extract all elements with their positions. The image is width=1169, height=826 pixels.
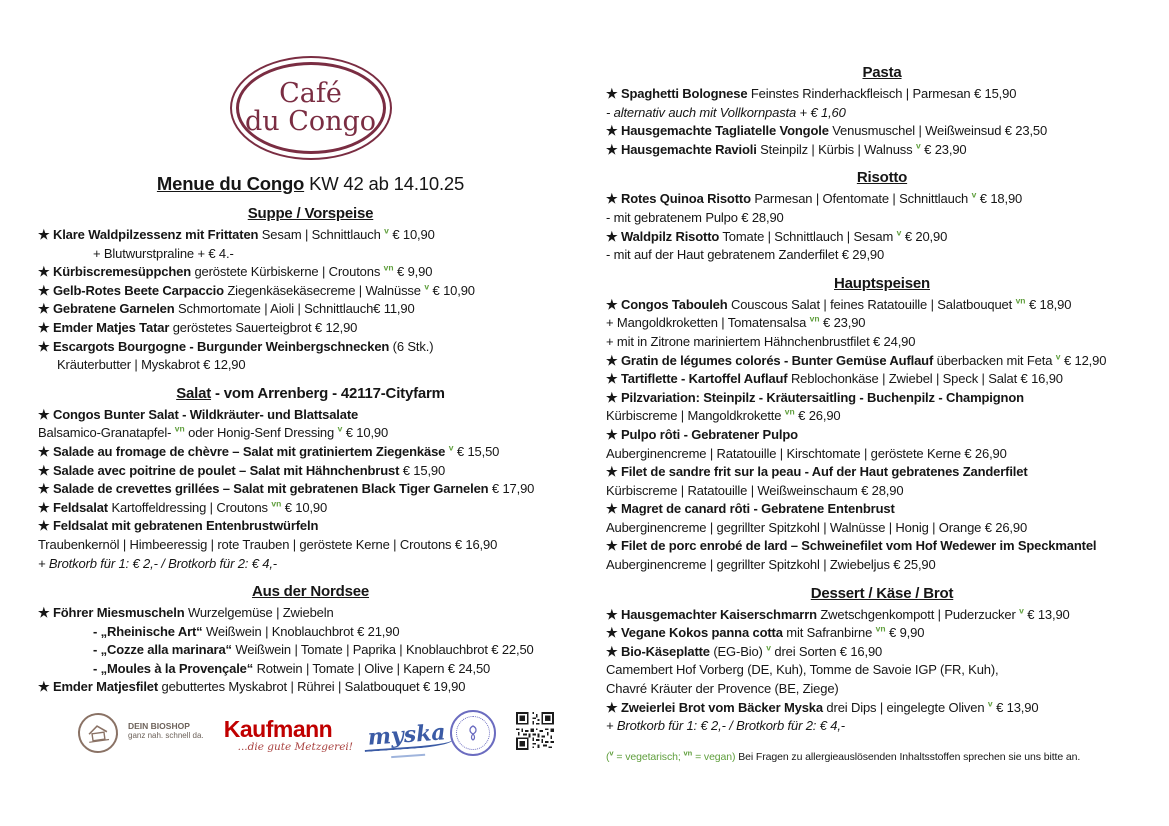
section-hauptspeisen xyxy=(606,274,1158,575)
text-segment: ★ Salade de crevettes grillées – Salat mit gebratenen Black Tiger Garnelen xyxy=(38,481,489,497)
myska-wordmark: myska xyxy=(366,719,447,751)
text-segment: Auberginencreme | Ratatouille | Kirschtomate | geröstete Kerne € 26,90 xyxy=(606,445,1007,461)
text-segment: Traubenkernöl | Himbeeressig | rote Trauben | geröstete Kerne | Croutons € 16,90 xyxy=(38,536,498,552)
cafe-du-congo-logo xyxy=(230,56,392,160)
text-segment: ★ Kürbiscremesüppchen xyxy=(38,264,191,280)
menu-line xyxy=(606,463,1158,482)
text-segment: Venusmuschel | Weißweinsud € 23,50 xyxy=(828,123,1048,139)
text-segment: geröstete Kürbiskerne | Croutons xyxy=(191,264,384,280)
text-segment: + mit in Zitrone mariniertem Hähnchenbrustfilet € 24,90 xyxy=(606,333,916,349)
bioshop-label-line2: ganz nah. schnell da. xyxy=(128,731,204,740)
diet-mark: v xyxy=(1019,605,1024,616)
menu-line xyxy=(606,104,1158,123)
menu-line xyxy=(606,445,1158,464)
section-title-pasta xyxy=(606,63,1158,82)
text-segment: € 18,90 xyxy=(976,191,1023,207)
text-segment: ★ Waldpilz Risotto xyxy=(606,228,720,244)
section-title-text: - vom Arrenberg - 42117-Cityfarm xyxy=(211,384,445,402)
text-segment: Reblochonkäse | Zwiebel | Speck | Salat € 16,90 xyxy=(787,371,1063,387)
menu-line xyxy=(606,680,1158,699)
text-segment: Ziegenkäsekäsecreme | Walnüsse xyxy=(223,282,425,298)
left-sections-container xyxy=(38,204,583,697)
menu-line xyxy=(38,263,583,282)
menu-line xyxy=(38,282,583,301)
bioshop-stamp-logo xyxy=(75,710,120,755)
text-segment: Tomate | Schnittlauch | Sesam xyxy=(719,228,897,244)
text-segment: ★ Congos Tabouleh xyxy=(606,296,728,312)
section-title-text: Suppe / Vorspeise xyxy=(247,205,374,222)
section-risotto xyxy=(606,168,1158,264)
text-segment: drei Sorten € 16,90 xyxy=(770,643,883,659)
diet-mark: v xyxy=(337,424,343,435)
menu-line xyxy=(606,482,1158,501)
text-segment: ★ Pilzvariation: Steinpilz - Kräutersaitling - Buchenpilz - Champignon xyxy=(606,389,1024,405)
menu-line xyxy=(38,660,583,679)
section-title-text: Hauptspeisen xyxy=(834,274,930,292)
menu-line xyxy=(606,314,1158,333)
section-title-text: Dessert / Käse / Brot xyxy=(810,584,954,602)
menu-line xyxy=(606,699,1158,718)
partner-logos-row xyxy=(38,708,583,788)
kaufmann-tagline: ...die gute Metzgerei! xyxy=(237,741,353,753)
section-salat xyxy=(38,384,583,573)
text-segment: überbacken mit Feta xyxy=(933,352,1056,368)
logo-text-line2: du Congo xyxy=(244,106,377,137)
text-segment: ★ Emder Matjes Tatar xyxy=(38,319,170,335)
text-segment: € 17,90 xyxy=(488,481,535,497)
menu-line xyxy=(606,352,1158,371)
diet-mark: vn xyxy=(1015,295,1026,306)
text-segment: € 13,90 xyxy=(1023,606,1070,622)
text-segment: ★ Zweierlei Brot vom Bäcker Myska xyxy=(606,699,823,715)
text-segment: drei Dips | eingelegte Oliven xyxy=(822,699,988,715)
section-title-suppe-vorspeise xyxy=(38,204,583,223)
menu-line xyxy=(38,623,583,642)
diet-mark: v xyxy=(1055,351,1061,362)
qr-code-image xyxy=(516,712,554,750)
menu-title-week: KW 42 ab 14.10.25 xyxy=(304,173,465,194)
section-title-salat xyxy=(38,384,583,403)
kaufmann-wordmark: Kaufmann xyxy=(223,716,333,742)
menu-title xyxy=(38,173,583,195)
menu-line xyxy=(606,370,1158,389)
round-stamp-logo xyxy=(450,710,496,756)
text-segment: € 23,90 xyxy=(920,141,967,157)
menu-line xyxy=(606,296,1158,315)
text-segment: € 9,90 xyxy=(885,625,925,641)
diet-mark: v xyxy=(384,225,389,236)
diet-mark: vn xyxy=(271,498,282,509)
menu-line xyxy=(38,517,583,536)
menu-line xyxy=(606,228,1158,247)
menu-line xyxy=(38,555,583,574)
text-segment: = vegan) xyxy=(692,750,736,763)
text-segment: Chavré Kräuter der Provence (BE, Ziege) xyxy=(606,681,839,697)
text-segment: € 13,90 xyxy=(992,699,1039,715)
text-segment: € 18,90 xyxy=(1025,296,1072,312)
text-segment: € 12,90 xyxy=(1060,352,1107,368)
menu-line xyxy=(606,141,1158,160)
text-segment: Parmesan | Ofentomate | Schnittlauch xyxy=(750,191,972,207)
menu-line xyxy=(606,209,1158,228)
menu-line xyxy=(606,407,1158,426)
text-segment: Camembert Hof Vorberg (DE, Kuh), Tomme de Savoie IGP (FR, Kuh), xyxy=(606,662,999,678)
diet-mark: vn xyxy=(174,424,185,435)
menu-line xyxy=(38,462,583,481)
text-segment: - mit gebratenem Pulpo € 28,90 xyxy=(606,209,784,225)
text-segment: ★ Hausgemachter Kaiserschmarrn xyxy=(606,606,817,622)
right-sections-container xyxy=(606,63,1158,736)
text-segment: ( xyxy=(606,750,610,763)
right-column xyxy=(606,54,1158,814)
menu-line xyxy=(38,480,583,499)
text-segment: Sesam | Schnittlauch xyxy=(258,227,385,242)
text-segment: ★ Feldsalat xyxy=(38,499,108,515)
section-title-text: Risotto xyxy=(856,169,908,187)
text-segment: € 20,90 xyxy=(901,228,948,244)
menu-line xyxy=(38,678,583,697)
text-segment: ★ Spaghetti Bolognese xyxy=(606,86,748,101)
menu-line xyxy=(606,624,1158,643)
text-segment: Kürbiscreme | Ratatouille | Weißweinschaum € 28,90 xyxy=(606,482,904,498)
text-segment: Couscous Salat | feines Ratatouille | Salatbouquet xyxy=(727,296,1016,312)
text-segment: + Brotkorb für 1: € 2,- / Brotkorb für 2: € 4,- xyxy=(38,555,277,571)
diet-mark: vn xyxy=(383,262,394,273)
text-segment: Balsamico-Granatapfel- xyxy=(38,425,175,441)
diet-mark: v xyxy=(987,698,993,709)
menu-line xyxy=(606,643,1158,662)
text-segment: ★ Rotes Quinoa Risotto xyxy=(606,191,751,207)
text-segment: ★ Escargots Bourgogne - Burgunder Weinbergschnecken xyxy=(38,338,390,354)
diet-mark: v xyxy=(915,140,921,151)
diet-mark: v xyxy=(766,642,771,653)
text-segment: Rotwein | Tomate | Olive | Kapern € 24,50 xyxy=(253,660,491,676)
section-title-hauptspeisen xyxy=(606,274,1158,293)
menu-line xyxy=(606,389,1158,408)
text-segment: - mit auf der Haut gebratenem Zanderfilet € 29,90 xyxy=(606,247,885,263)
text-segment: (6 Stk.) xyxy=(389,338,434,354)
text-segment: + Blutwurstpraline + € 4.- xyxy=(93,245,234,261)
diet-mark: v xyxy=(424,281,430,292)
text-segment: ★ Vegane Kokos panna cotta xyxy=(606,625,783,641)
menu-line xyxy=(606,122,1158,141)
myska-small-text xyxy=(391,754,425,758)
menu-line xyxy=(606,500,1158,519)
text-segment: Feinstes Rinderhackfleisch | Parmesan € 15,90 xyxy=(747,86,1017,101)
menu-line xyxy=(606,717,1158,736)
section-title-text: Aus der Nordsee xyxy=(251,583,370,601)
menu-line xyxy=(38,226,583,245)
text-segment: mit Safranbirne xyxy=(782,625,876,641)
text-segment: Bei Fragen zu allergieauslösenden Inhaltsstoffen sprechen sie uns bitte an. xyxy=(735,750,1081,763)
left-column xyxy=(38,40,583,800)
text-segment: Wurzelgemüse | Zwiebeln xyxy=(184,605,334,621)
diet-allergy-footnote xyxy=(606,748,1158,763)
menu-line xyxy=(606,661,1158,680)
diet-mark: vn xyxy=(875,623,886,634)
menu-line xyxy=(38,443,583,462)
text-segment: - „Moules à la Provençale“ xyxy=(93,660,254,676)
text-segment: ★ Bio-Käseplatte xyxy=(606,643,710,659)
diet-mark: v xyxy=(448,442,454,453)
farm-icon xyxy=(85,721,112,744)
text-segment: ★ Gelb-Rotes Beete Carpaccio xyxy=(38,282,224,298)
menu-line xyxy=(38,424,583,443)
diet-mark: vn xyxy=(683,748,693,758)
menu-line xyxy=(38,356,583,375)
menu-line xyxy=(606,556,1158,575)
text-segment: = vegetarisch; xyxy=(613,750,684,763)
logo-row xyxy=(38,56,583,160)
menu-line xyxy=(606,606,1158,625)
logo-text-line1: Café xyxy=(279,78,342,110)
menu-line xyxy=(606,190,1158,209)
text-segment: ★ Feldsalat mit gebratenen Entenbrustwürfeln xyxy=(38,518,319,534)
text-segment: ★ Emder Matjesfilet xyxy=(38,679,159,695)
menu-title-name: Menue du Congo xyxy=(156,173,305,194)
diet-mark: vn xyxy=(809,314,820,325)
text-segment: Auberginencreme | gegrillter Spitzkohl | Walnüsse | Honig | Orange € 26,90 xyxy=(606,519,1028,535)
menu-line xyxy=(38,536,583,555)
text-segment: € 15,90 xyxy=(399,462,446,478)
text-segment: Auberginencreme | gegrillter Spitzkohl | Zwiebeljus € 25,90 xyxy=(606,557,936,573)
text-segment: + Brotkorb für 1: € 2,- / Brotkorb für 2: € 4,- xyxy=(606,718,845,734)
text-segment: € 23,90 xyxy=(819,315,866,331)
text-segment: ★ Föhrer Miesmuscheln xyxy=(38,605,185,621)
section-title-dessert-kaese-brot xyxy=(606,584,1158,603)
section-dessert-kaese-brot xyxy=(606,584,1158,736)
menu-line xyxy=(606,519,1158,538)
text-segment: ★ Magret de canard rôti - Gebratene Entenbrust xyxy=(606,501,895,517)
text-segment: gebuttertes Myskabrot | Rührei | Salatbouquet € 19,90 xyxy=(158,679,466,695)
text-segment: Zwetschgenkompott | Puderzucker xyxy=(816,606,1020,622)
text-segment: Kräuterbutter | Myskabrot € 12,90 xyxy=(57,357,246,373)
section-title-text: Pasta xyxy=(862,64,902,81)
text-segment: ★ Congos Bunter Salat - Wildkräuter- und Blattsalate xyxy=(38,406,359,422)
text-segment: Kartoffeldressing | Croutons xyxy=(107,499,272,515)
text-segment: - alternativ auch mit Vollkornpasta + € 1,60 xyxy=(606,104,846,120)
text-segment: ★ Salade au fromage de chèvre – Salat mit gratiniertem Ziegenkäse xyxy=(38,443,446,459)
text-segment: ★ Gratin de légumes colorés - Bunter Gemüse Auflauf xyxy=(606,352,934,368)
menu-line xyxy=(38,604,583,623)
text-segment: € 15,50 xyxy=(453,443,500,459)
diet-mark: v xyxy=(896,227,902,238)
text-segment: ★ Filet de porc enrobé de lard – Schweinefilet vom Hof Wedewer im Speckmantel xyxy=(606,538,1097,554)
text-segment: - „Cozze alla marinara“ xyxy=(93,642,232,658)
text-segment: (EG-Bio) xyxy=(709,643,767,659)
menu-line xyxy=(38,338,583,357)
text-segment: € 26,90 xyxy=(794,408,841,424)
text-segment: € 10,90 xyxy=(281,499,328,515)
text-segment: + Mangoldkroketten | Tomatensalsa xyxy=(606,315,810,331)
menu-line xyxy=(38,641,583,660)
section-aus-der-nordsee xyxy=(38,582,583,697)
text-segment: Kürbiscreme | Mangoldkrokette xyxy=(606,408,785,424)
text-segment: ★ Gebratene Garnelen xyxy=(38,301,175,317)
menu-line xyxy=(606,246,1158,265)
diet-mark: v xyxy=(971,190,977,201)
text-segment: Weißwein | Tomate | Paprika | Knoblauchbrot € 22,50 xyxy=(231,642,534,658)
text-segment: ★ Klare Waldpilzessenz mit Frittaten xyxy=(38,227,259,242)
diet-mark: vn xyxy=(784,406,795,417)
menu-line xyxy=(606,537,1158,556)
text-segment: ★ Hausgemachte Tagliatelle Vongole xyxy=(606,123,829,139)
section-suppe-vorspeise xyxy=(38,204,583,375)
section-title-aus-der-nordsee xyxy=(38,582,583,601)
menu-line xyxy=(606,333,1158,352)
text-segment: € 10,90 xyxy=(429,282,475,298)
menu-line xyxy=(606,426,1158,445)
text-segment: ★ Hausgemachte Ravioli xyxy=(606,141,757,157)
text-segment: Schmortomate | Aioli | Schnittlauch€ 11,90 xyxy=(174,301,415,317)
text-segment: ★ Pulpo rôti - Gebratener Pulpo xyxy=(606,426,798,442)
text-segment: geröstetes Sauerteigbrot € 12,90 xyxy=(169,319,358,335)
qr-code xyxy=(516,712,554,755)
text-segment: ★ Tartiflette - Kartoffel Auflauf xyxy=(606,371,788,387)
text-segment: ★ Salade avec poitrine de poulet – Salat mit Hähnchenbrust xyxy=(38,462,400,478)
menu-line xyxy=(38,245,583,264)
text-segment: € 10,90 xyxy=(388,227,435,242)
text-segment: € 9,90 xyxy=(393,264,433,280)
menu-line xyxy=(38,300,583,319)
bioshop-label-line1: DEIN BIOSHOP xyxy=(128,721,190,731)
menu-line xyxy=(38,406,583,425)
menu-line xyxy=(38,499,583,518)
myska-logo xyxy=(367,719,447,759)
kaufmann-logo xyxy=(203,718,353,753)
menu-line xyxy=(38,319,583,338)
diet-mark: v xyxy=(609,748,614,758)
text-segment: Weißwein | Knoblauchbrot € 21,90 xyxy=(202,623,400,639)
section-pasta xyxy=(606,63,1158,159)
stamp-emblem-icon xyxy=(463,723,483,743)
text-segment: Steinpilz | Kürbis | Walnuss xyxy=(756,141,916,157)
text-segment: - „Rheinische Art“ xyxy=(93,623,203,639)
text-segment: € 10,90 xyxy=(342,425,389,441)
bioshop-label xyxy=(128,721,204,741)
menu-line xyxy=(606,85,1158,104)
section-title-text: Salat xyxy=(176,384,212,402)
text-segment: ★ Filet de sandre frit sur la peau - Auf der Haut gebratenes Zanderfilet xyxy=(606,464,1028,480)
section-title-risotto xyxy=(606,168,1158,187)
text-segment: oder Honig-Senf Dressing xyxy=(184,425,338,441)
